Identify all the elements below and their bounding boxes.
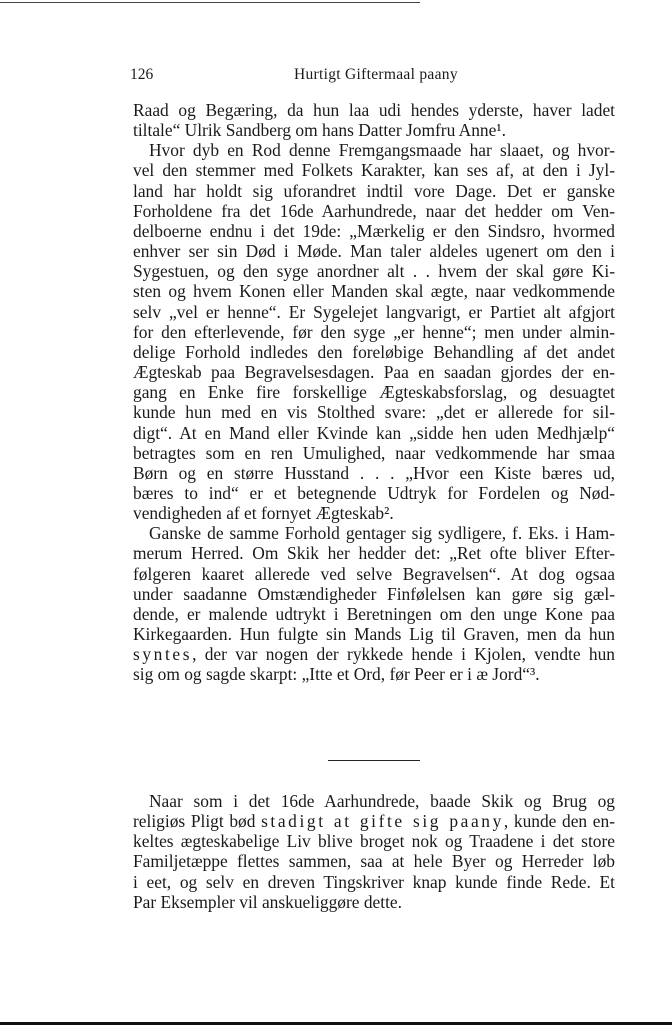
spaced-word: syntes [133,644,193,665]
text-line: vel den stemmer med Folkets Karakter, kan ses af, at den i Jyl- [133,160,615,181]
text-line: merum Herred. Om Skik her hedder det: „Ret ofte bliver Efter- [133,543,615,564]
text-line [133,811,615,831]
text-line: i eet, og selv en dreven Tingskriver knap kunde finde Rede. Et [133,871,615,892]
text-span: religiøs Pligt bød [133,811,262,832]
text-line: Familjetæppe flettes sammen, saa at hele Byer og Herreder løb [133,851,615,872]
text-line: dende, er malende udtrykt i Beretningen om den unge Kone paa [133,603,615,624]
text-line: Kirkegaarden. Hun fulgte sin Mands Lig til Graven, men da hun [133,624,615,645]
text-line: Ægteskab paa Begravelsesdagen. Paa en saadan gjordes der en- [133,362,615,383]
text-line: Hvor dyb en Rod denne Fremgangsmaade har slaaet, og hvor- [149,140,615,161]
text-line: selv „vel er henne“. Er Sygelejet langvarigt, er Partiet alt afgjort [133,301,615,322]
text-span: , kunde den en- [503,811,615,832]
text-line: bæres to ind“ er et betegnende Udtryk for Fordelen og Nød- [133,482,615,503]
paragraph-1 [133,100,615,140]
text-line: sten og hvem Konen eller Manden skal ægte, naar vedkommende [133,281,615,302]
text-line: tiltale“ Ulrik Sandberg om hans Datter Jomfru Anne¹. [133,120,506,141]
page-number: 126 [130,66,154,83]
text-line: følgeren kaaret allerede ved selve Begravelsen“. At dog ogsaa [133,563,615,584]
scan-edge-bottom [0,1022,672,1025]
body-section-1 [133,100,615,685]
scan-edge-top [0,2,420,3]
running-head [130,64,630,86]
text-line: Raad og Begæring, da hun laa udi hendes yderste, haver ladet [133,100,615,120]
paragraph-2 [133,140,615,523]
text-line: delboerne endnu i det 19de: „Mærkelig er den Sindsro, hvormed [133,220,615,241]
text-line: kunde hun med en vis Stolthed svare: „det er allerede for sil- [133,402,615,423]
text-line: Børn og en større Husstand . . . „Hvor een Kiste bæres ud, [133,462,615,483]
text-line: Sygestuen, og den syge anordner alt . . hvem der skal gøre Ki- [133,261,615,282]
section-separator [328,760,420,761]
spaced-phrase: stadigt at gifte sig paany [261,811,504,832]
text-line: for den efterlevende, før den syge „er henne“; men under almin- [133,321,615,342]
text-line: vendigheden af et fornyet Ægteskab². [133,503,394,524]
paragraph-3 [133,523,615,684]
text-line: land har holdt sig uforandret indtil vore Dage. Det er ganske [133,180,615,201]
text-line: keltes ægteskabelige Liv blive broget nok og Traadene i det store [133,831,615,852]
text-line: enhver ser sin Død i Møde. Man taler aldeles ugenert om den i [133,241,615,262]
text-line: Forholdene fra det 16de Aarhundrede, naar det hedder om Ven- [133,200,615,221]
text-line: digt“. At en Mand eller Kvinde kan „sidde hen uden Medhjælp“ [133,422,615,443]
text-line [133,644,615,664]
text-line: delige Forhold indledes den foreløbige Behandling af det andet [133,341,615,362]
text-line: under saadanne Omstændigheder Finfølelsen kan gøre sig gæl- [133,583,615,604]
text-line: Ganske de samme Forhold gentager sig sydligere, f. Eks. i Ham- [149,523,615,544]
text-line: Naar som i det 16de Aarhundrede, baade Skik og Brug og [149,791,615,811]
text-line: gang en Enke fire forskellige Ægteskabsforslag, og desuagtet [133,382,615,403]
text-line: sig om og sagde skarpt: „Itte et Ord, før Peer er i æ Jord“³. [133,664,540,685]
running-title: Hurtigt Giftermaal paany [294,66,458,83]
text-line: Par Eksempler vil anskueliggøre dette. [133,891,402,912]
body-section-2 [133,791,615,912]
text-span: , der var nogen der rykkede hende i Kjolen, vendte hun [192,644,615,665]
text-line: betragtes som en ren Umulighed, naar vedkommende har smaa [133,442,615,463]
